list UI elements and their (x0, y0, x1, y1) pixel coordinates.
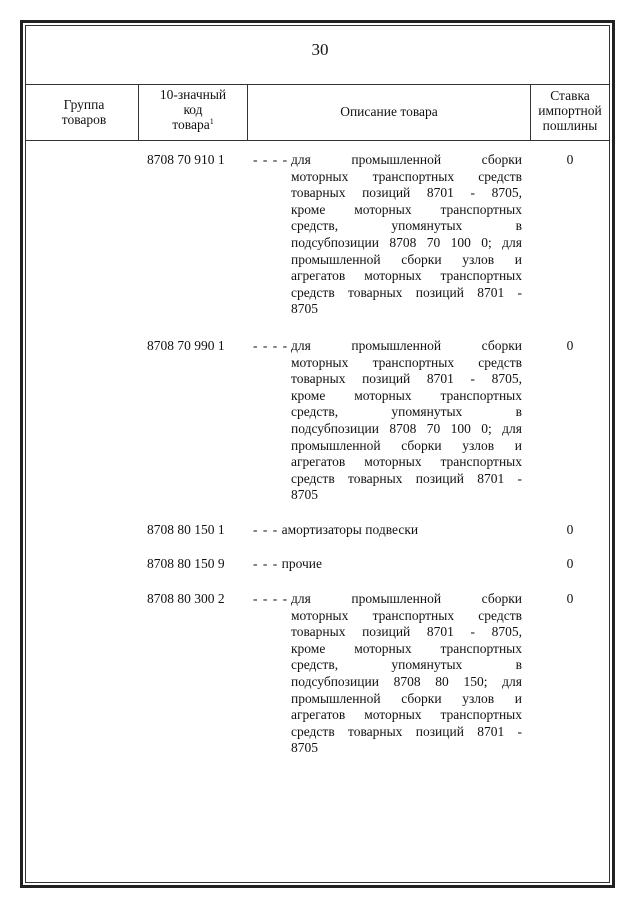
header-rate: Ставка импортной пошлины (538, 88, 602, 133)
row-dashes: - - - (253, 522, 279, 537)
row-description: - - - прочие (253, 556, 323, 571)
row-rate: 0 (566, 556, 574, 571)
header-bottom-rule (26, 140, 610, 141)
row-rate: 0 (566, 152, 574, 167)
row-code: 8708 80 150 1 (147, 522, 225, 537)
row-dashes: - - - (253, 556, 279, 571)
row-code: 8708 80 300 2 (147, 591, 225, 606)
row-description: для промышленной сборки моторных транспортных средств товарных позиций 8701 - 8705, кроме моторных транспортных средств, упомянутых в подсубпозиции 8708 80 150; для промышленной сборки узлов и агрегатов моторных транспортных средств товарных позиций 8701 - 8705 (291, 591, 522, 756)
header-code: 10-значный код товара$^1$ (159, 87, 227, 132)
row-code: 8708 80 150 9 (147, 556, 225, 571)
row-description: - - - амортизаторы подвески (253, 522, 419, 537)
row-dashes: - - - - (253, 338, 289, 353)
row-code: 8708 70 990 1 (147, 338, 225, 353)
row-dashes: - - - - (253, 152, 289, 167)
row-rate: 0 (566, 522, 574, 537)
row-dashes: - - - - (253, 591, 289, 606)
page-number: 30 (311, 40, 329, 59)
row-rate: 0 (566, 591, 574, 606)
header-description: Описание товара (340, 104, 438, 119)
header-group: Группа товаров (61, 97, 107, 127)
row-description: для промышленной сборки моторных транспортных средств товарных позиций 8701 - 8705, кроме моторных транспортных средств, упомянутых в подсубпозиции 8708 70 100 0; для промышленной сборки узлов и агрегатов моторных транспортных средств товарных позиций 8701 - 8705 (291, 338, 522, 503)
header-top-rule (26, 84, 610, 85)
row-code: 8708 70 910 1 (147, 152, 225, 167)
row-description: для промышленной сборки моторных транспортных средств товарных позиций 8701 - 8705, кроме моторных транспортных средств, упомянутых в подсубпозиции 8708 70 100 0; для промышленной сборки узлов и агрегатов моторных транспортных средств товарных позиций 8701 - 8705 (291, 152, 522, 317)
row-rate: 0 (566, 338, 574, 353)
footnote-marker: 1 (209, 117, 214, 126)
